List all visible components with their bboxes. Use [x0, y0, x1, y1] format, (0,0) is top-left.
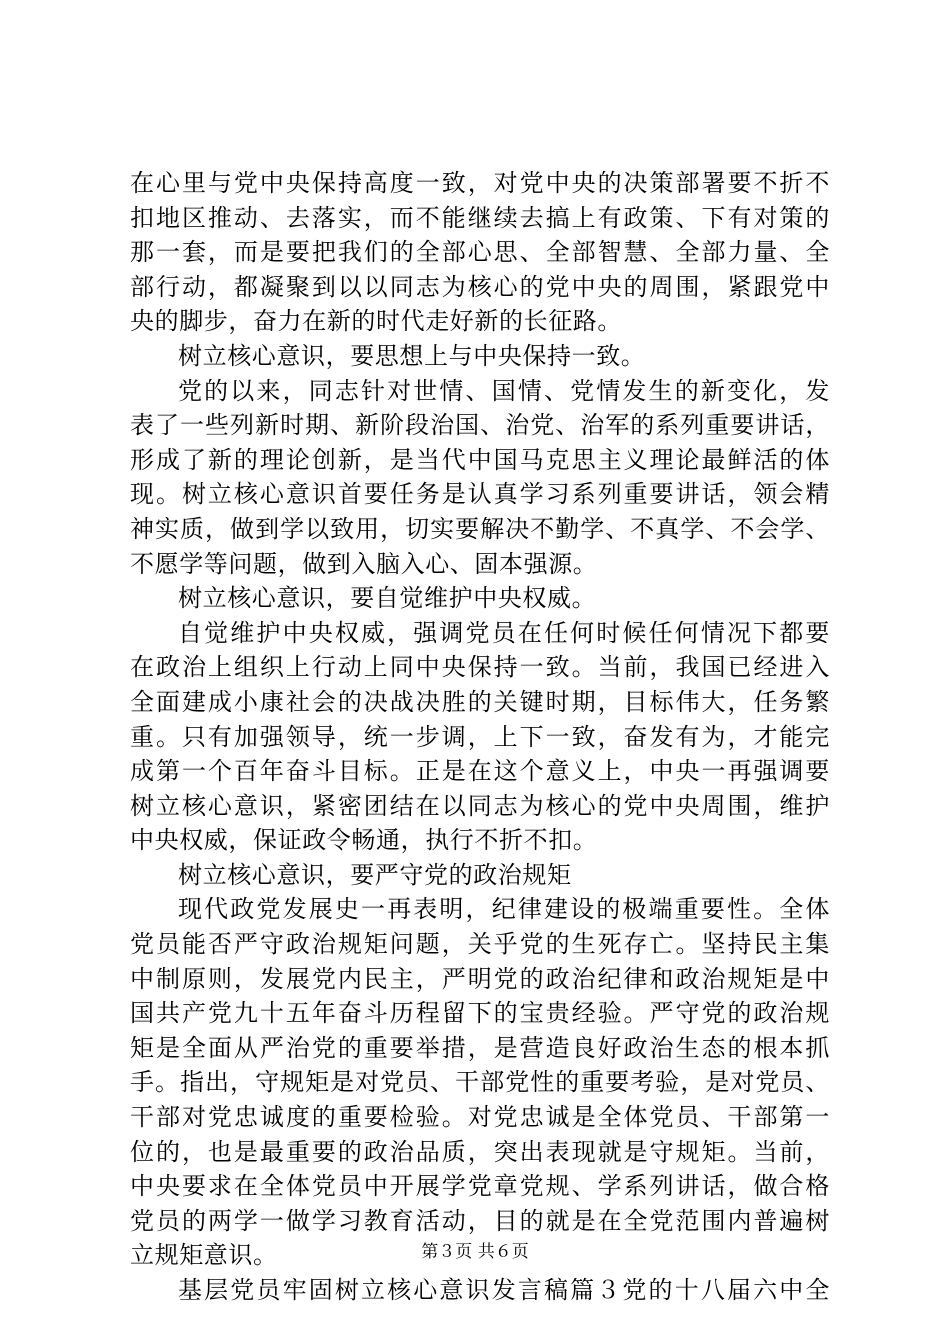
text-line: 树立核心意识，要严守党的政治规矩 — [178, 860, 572, 889]
text-line: 手。指出，守规矩是对党员、干部党性的重要考验，是对党员、 — [130, 1068, 830, 1097]
text-line: 中制原则，发展党内民主，严明党的政治纪律和政治规矩是中 — [130, 964, 830, 993]
text-line: 党员能否严守政治规矩问题，关乎党的生死存亡。坚持民主集 — [130, 930, 830, 959]
text-line: 扣地区推动、去落实，而不能继续去搞上有政策、下有对策的 — [130, 203, 830, 232]
text-line: 成第一个百年奋斗目标。正是在这个意义上，中央一再强调要 — [130, 757, 830, 786]
text-line: 矩是全面从严治党的重要举措，是营造良好政治生态的根本抓 — [130, 1033, 830, 1062]
text-line: 央的脚步，奋力在新的时代走好新的长征路。 — [130, 307, 622, 336]
document-body — [130, 166, 830, 1308]
text-line: 树立核心意识，要自觉维护中央权威。 — [178, 584, 597, 613]
text-line: 在政治上组织上行动上同中央保持一致。当前，我国已经进入 — [130, 653, 830, 682]
text-line: 神实质，做到学以致用，切实要解决不勤学、不真学、不会学、 — [130, 514, 830, 543]
text-line: 在心里与党中央保持高度一致，对党中央的决策部署要不折不 — [130, 169, 830, 197]
text-line: 基层党员牢固树立核心意识发言稿篇３党的十八届六中全 — [178, 1276, 830, 1304]
text-line: 现。树立核心意识首要任务是认真学习系列重要讲话，领会精 — [130, 480, 830, 509]
text-line: 重。只有加强领导，统一步调，上下一致，奋发有为，才能完 — [130, 722, 830, 751]
text-line: 不愿学等问题，做到入脑入心、固本强源。 — [130, 549, 598, 578]
text-line: 那一套，而是要把我们的全部心思、全部智慧、全部力量、全 — [130, 238, 830, 267]
text-line: 党的以来，同志针对世情、国情、党情发生的新变化，发 — [178, 376, 830, 405]
text-line: 树立核心意识，紧密团结在以同志为核心的党中央周围，维护 — [130, 791, 830, 820]
text-line: 位的，也是最重要的政治品质，突出表现就是守规矩。当前， — [130, 1137, 830, 1166]
text-line: 现代政党发展史一再表明，纪律建设的极端重要性。全体 — [178, 895, 830, 924]
text-line: 树立核心意识，要思想上与中央保持一致。 — [178, 341, 646, 370]
page-footer: 第３页 共６页 — [421, 1242, 529, 1262]
text-line: 中央权威，保证政令畅通，执行不折不扣。 — [130, 826, 598, 855]
text-line: 干部对党忠诚度的重要检验。对党忠诚是全体党员、干部第一 — [130, 1103, 830, 1132]
text-line: 党员的两学一做学习教育活动，目的就是在全党范围内普遍树 — [130, 1206, 830, 1235]
text-line: 国共产党九十五年奋斗历程留下的宝贵经验。严守党的政治规 — [130, 999, 830, 1028]
text-line: 全面建成小康社会的决战决胜的关键时期，目标伟大，任务繁 — [130, 687, 830, 716]
text-line: 部行动，都凝聚到以以同志为核心的党中央的周围，紧跟党中 — [130, 272, 830, 301]
text-line: 中央要求在全体党员中开展学党章党规、学系列讲话，做合格 — [130, 1172, 830, 1201]
text-line: 表了一些列新时期、新阶段治国、治党、治军的系列重要讲话， — [130, 411, 830, 440]
text-line: 形成了新的理论创新，是当代中国马克思主义理论最鲜活的体 — [130, 445, 830, 474]
text-line: 自觉维护中央权威，强调党员在任何时候任何情况下都要 — [178, 618, 830, 647]
text-line: 立规矩意识。 — [130, 1241, 278, 1270]
